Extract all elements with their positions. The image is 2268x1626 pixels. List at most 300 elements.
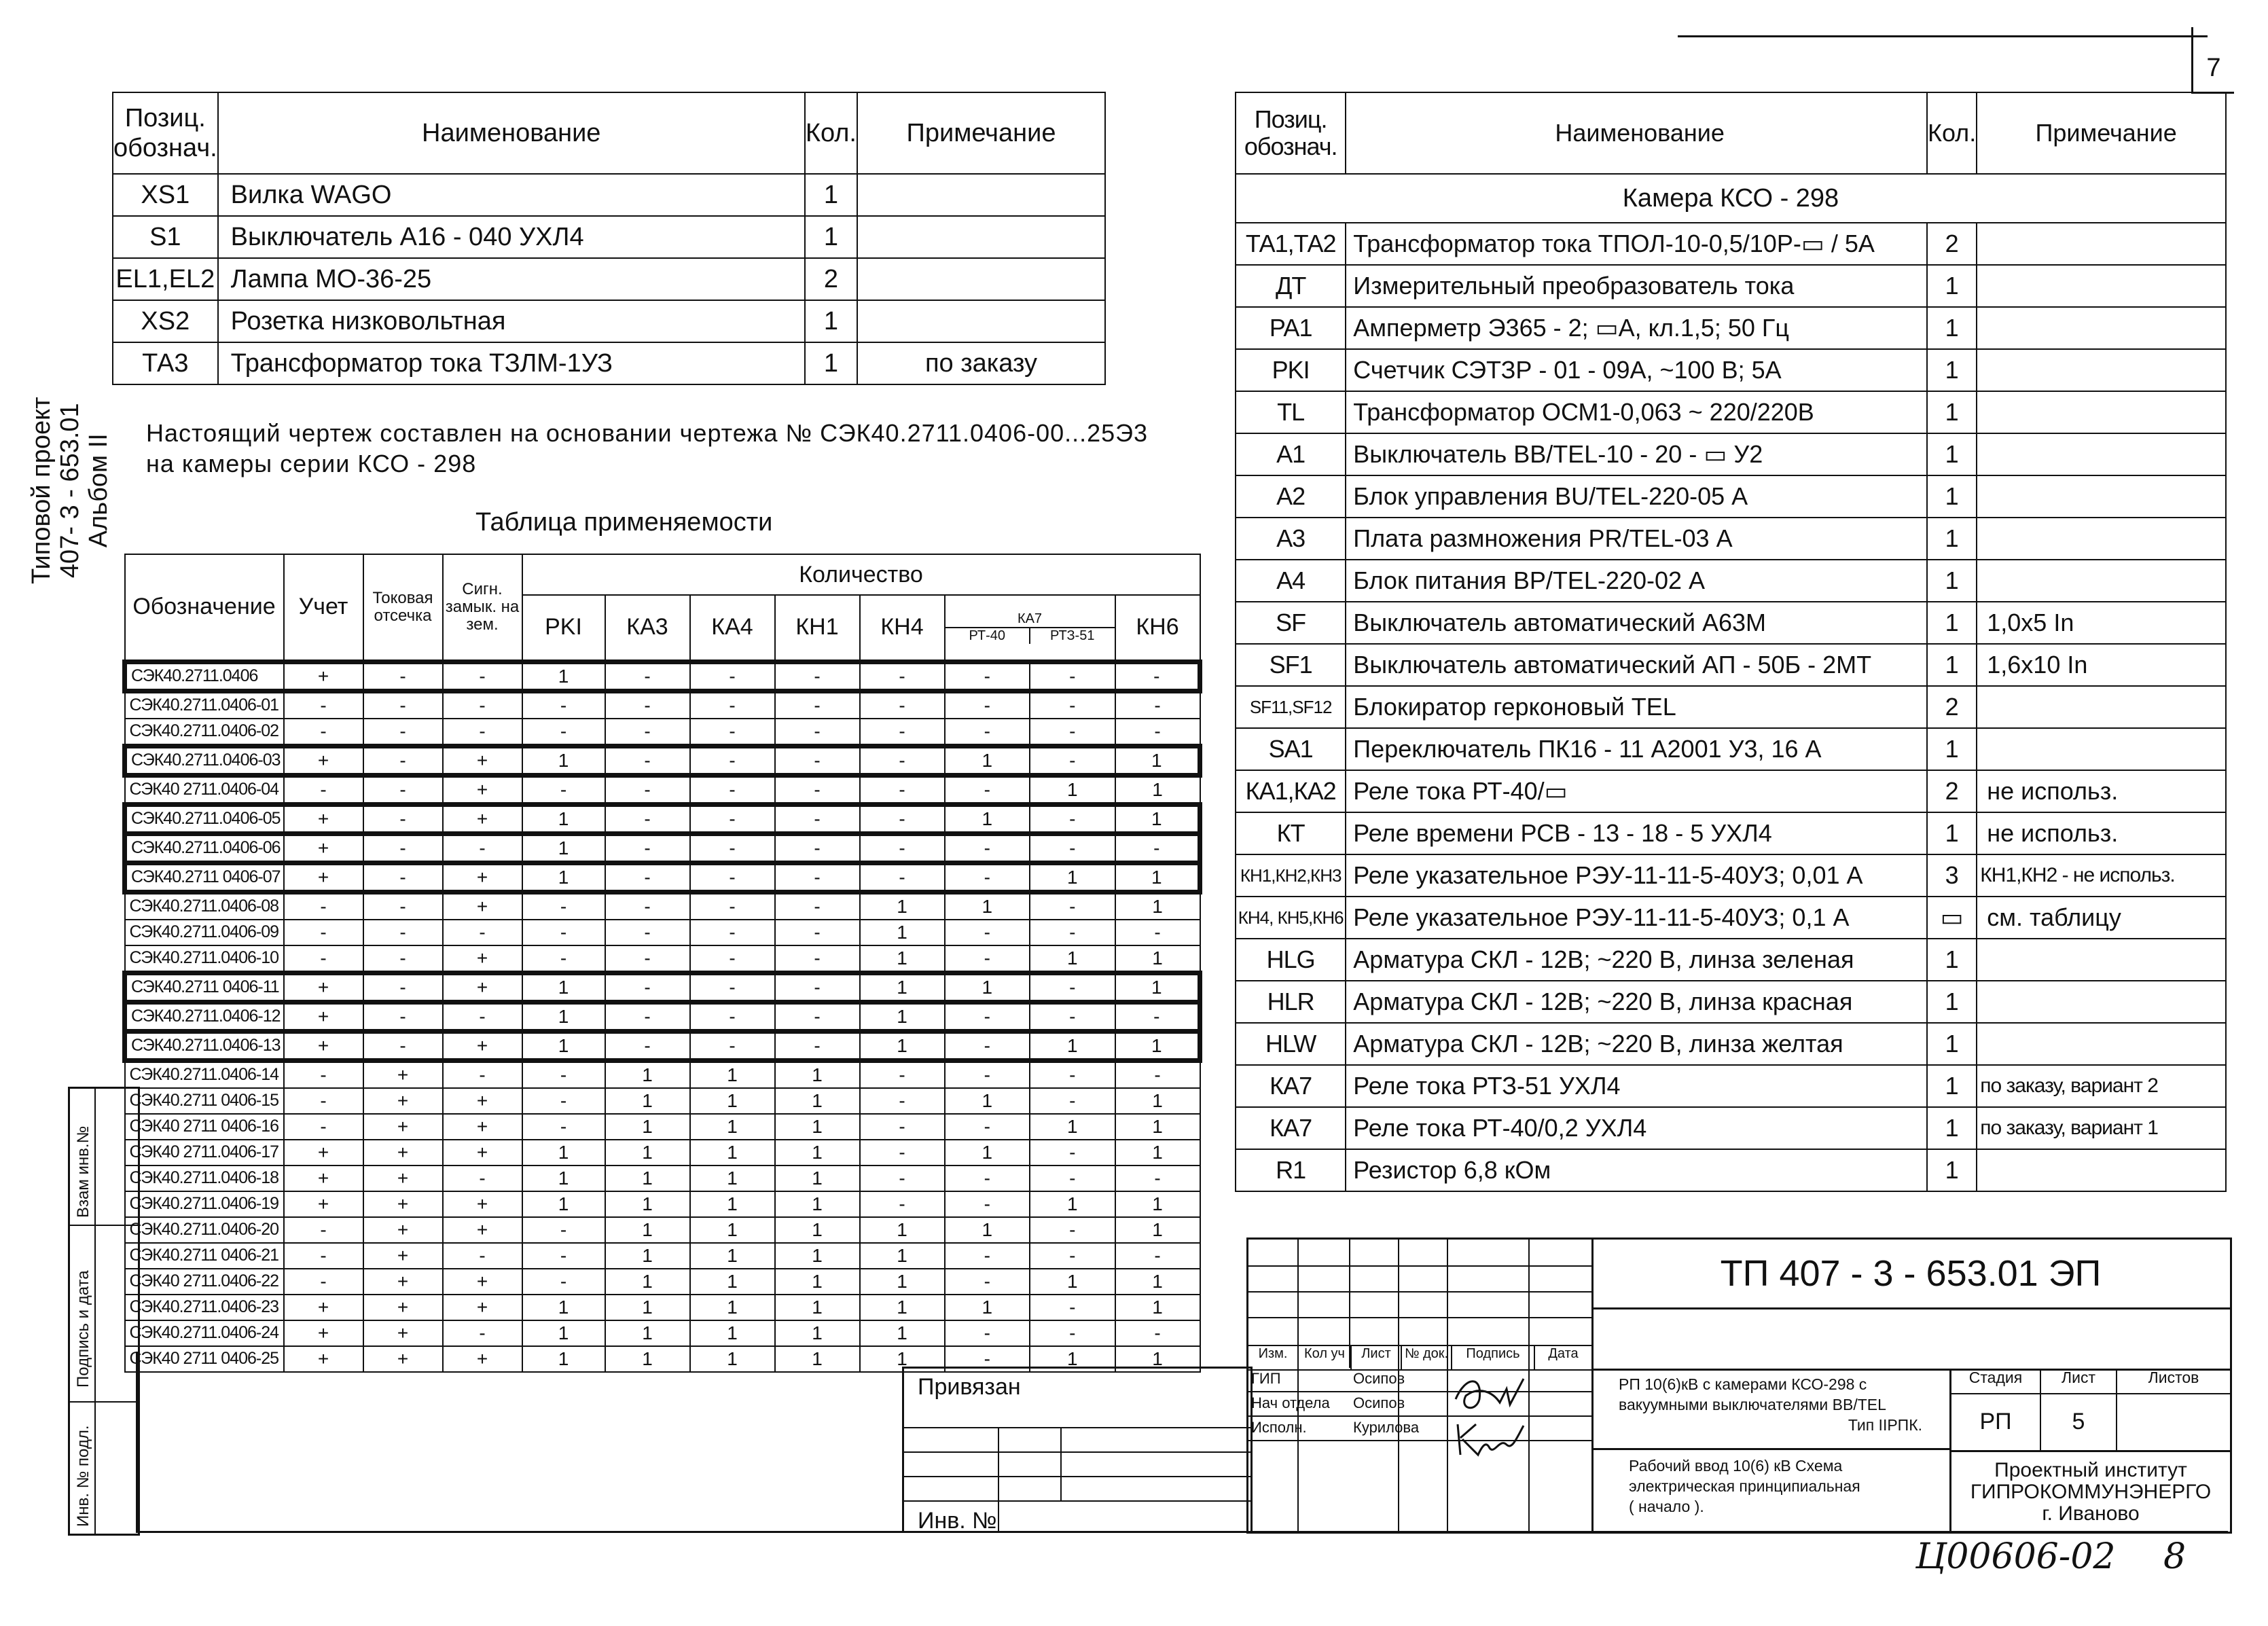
r-row-pos: А4: [1236, 560, 1346, 602]
grid-v2: [1349, 1240, 1350, 1368]
drawing-note: [146, 418, 1148, 479]
ap-cell: -: [284, 892, 363, 920]
ap-cell: -: [363, 1002, 443, 1031]
ap-cell: -: [860, 746, 945, 775]
right-spec-row: [1236, 812, 2226, 854]
ap-cell: +: [363, 1320, 443, 1346]
stamp-role: Нач отдела: [1251, 1394, 1330, 1411]
applicability-row: [125, 691, 1200, 719]
ap-cell: -: [1030, 1320, 1115, 1346]
ap-designation: СЭК40.2711.0406-23: [125, 1295, 284, 1320]
ap-cell: -: [284, 945, 363, 973]
applicability-row: [125, 1269, 1200, 1295]
ap-cell: 1: [522, 1346, 605, 1372]
ap-head-pki: PKI: [522, 595, 605, 662]
ap-designation: СЭК40.2711.0406-13: [125, 1031, 284, 1060]
ap-cell: -: [690, 719, 775, 746]
r-row-name: Арматура СКЛ - 12В; ~220 В, линза зеленая: [1346, 939, 1927, 981]
row-pos: ТА3: [113, 342, 218, 384]
ap-cell: +: [443, 973, 522, 1002]
right-spec-row: [1236, 728, 2226, 770]
handwritten-page: 8: [2163, 1536, 2186, 1577]
r-row-pos: R1: [1236, 1149, 1346, 1191]
ap-cell: -: [1030, 833, 1115, 863]
r-header-note: Примечание: [1977, 92, 2226, 174]
ap-cell: -: [1030, 691, 1115, 719]
r-row-qty: 1: [1927, 644, 1977, 686]
ap-cell: -: [522, 691, 605, 719]
r-row-name: Выключатель автоматический АП - 50Б - 2МТ: [1346, 644, 1927, 686]
stamp-role-row: [1248, 1392, 1591, 1417]
stamp-role-row: [1248, 1417, 1591, 1441]
r-row-name: Выключатель ВВ/TEL-10 - 20 - ▭ У2: [1346, 433, 1927, 475]
r-row-pos: КА1,КА2: [1236, 770, 1346, 812]
ap-head-uchet: Учет: [284, 554, 363, 662]
ap-cell: 1: [1115, 1295, 1200, 1320]
ap-cell: +: [363, 1060, 443, 1088]
ap-cell: -: [363, 719, 443, 746]
ap-designation: СЭК40.2711.0406-09: [125, 920, 284, 945]
r-row-pos: А1: [1236, 433, 1346, 475]
ap-cell: -: [775, 945, 860, 973]
inv-label: Инв. №: [918, 1508, 997, 1534]
ap-cell: -: [945, 1114, 1030, 1140]
ap-cell: -: [284, 920, 363, 945]
frame-top-line: [1678, 35, 2208, 37]
applicability-row: [125, 833, 1200, 863]
r-row-note: [1977, 391, 2226, 433]
side-title-line2: 407- 3 - 653.01: [56, 403, 84, 579]
ap-cell: -: [522, 1114, 605, 1140]
ap-cell: 1: [860, 1217, 945, 1243]
stamp-person: Осипов: [1353, 1370, 1405, 1387]
ap-designation: СЭК40.2711.0406-12: [125, 1002, 284, 1031]
side-title: [27, 397, 113, 584]
ap-cell: -: [522, 1269, 605, 1295]
ap-cell: -: [284, 691, 363, 719]
stamp-col-heads: [1248, 1345, 1591, 1371]
ap-cell: -: [1030, 1243, 1115, 1269]
stage-block: [1951, 1369, 2230, 1452]
ap-cell: +: [443, 1269, 522, 1295]
ap-cell: 1: [605, 1060, 690, 1088]
col-sign: Подпись: [1452, 1346, 1535, 1369]
ap-cell: -: [860, 1140, 945, 1166]
applicability-table: [122, 554, 1202, 1373]
ap-cell: -: [945, 1320, 1030, 1346]
ap-cell: 1: [690, 1243, 775, 1269]
r-row-name: Трансформатор тока ТПОЛ-10-0,5/10Р-▭ / 5А: [1346, 223, 1927, 265]
ap-cell: 1: [690, 1191, 775, 1217]
row-qty: 1: [805, 216, 857, 258]
applicability-row: [125, 1217, 1200, 1243]
r-row-pos: КА7: [1236, 1107, 1346, 1149]
ap-cell: 1: [605, 1114, 690, 1140]
org-line1: Проектный институт: [1994, 1459, 2187, 1481]
ap-cell: -: [945, 945, 1030, 973]
ap-cell: -: [1115, 833, 1200, 863]
ap-cell: -: [860, 1114, 945, 1140]
ap-cell: -: [775, 973, 860, 1002]
ap-cell: +: [443, 863, 522, 892]
ap-cell: -: [945, 775, 1030, 804]
ap-cell: 1: [522, 1031, 605, 1060]
ap-cell: 1: [605, 1346, 690, 1372]
ap-cell: -: [605, 719, 690, 746]
sheet-desc-3: ( начало ).: [1629, 1498, 1704, 1515]
ap-cell: -: [363, 804, 443, 833]
ap-head-kn4: КН4: [860, 595, 945, 662]
r-row-name: Блок питания BP/TEL-220-02 А: [1346, 560, 1927, 602]
ap-cell: -: [522, 775, 605, 804]
applicability-row: [125, 804, 1200, 833]
privyazan-line1: [904, 1427, 1250, 1428]
r-row-note: по заказу, вариант 1: [1977, 1107, 2226, 1149]
ap-cell: 1: [1030, 863, 1115, 892]
ap-cell: +: [284, 1346, 363, 1372]
r-row-name: Плата размножения PR/TEL-03 А: [1346, 518, 1927, 560]
ap-cell: -: [605, 804, 690, 833]
ap-cell: -: [1115, 1060, 1200, 1088]
ap-head-kn1: КН1: [775, 595, 860, 662]
ap-cell: +: [363, 1114, 443, 1140]
ap-cell: +: [284, 973, 363, 1002]
ap-cell: 1: [945, 1088, 1030, 1114]
r-row-name: Арматура СКЛ - 12В; ~220 В, линза желтая: [1346, 1023, 1927, 1065]
ap-cell: 1: [605, 1140, 690, 1166]
ap-cell: 1: [1115, 746, 1200, 775]
ap-cell: 1: [860, 1346, 945, 1372]
org-line3: г. Иваново: [2042, 1502, 2140, 1525]
applicability-row: [125, 746, 1200, 775]
ap-cell: 1: [1115, 1217, 1200, 1243]
ap-cell: -: [1030, 1140, 1115, 1166]
applicability-row: [125, 1114, 1200, 1140]
left-spec-table: [112, 92, 1106, 385]
ap-cell: -: [1030, 1166, 1115, 1191]
stamp-roles: [1248, 1368, 1591, 1441]
ap-cell: -: [860, 804, 945, 833]
r-row-qty: 1: [1927, 475, 1977, 518]
ap-cell: -: [775, 892, 860, 920]
ap-cell: -: [605, 920, 690, 945]
left-spec-header: [113, 92, 1105, 174]
r-row-name: Переключатель ПК16 - 11 А2001 У3, 16 А: [1346, 728, 1927, 770]
ap-cell: 1: [945, 1217, 1030, 1243]
ap-cell: 1: [690, 1088, 775, 1114]
right-spec-row: [1236, 1023, 2226, 1065]
ap-cell: -: [860, 775, 945, 804]
r-row-note: 1,6х10 In: [1977, 644, 2226, 686]
applicability-row: [125, 1140, 1200, 1166]
stamp-role-row: [1248, 1368, 1591, 1392]
ap-cell: -: [1115, 1243, 1200, 1269]
sheet-desc-2: электрическая принципиальная: [1629, 1477, 1860, 1495]
ap-cell: 1: [522, 833, 605, 863]
r-row-pos: SF1: [1236, 644, 1346, 686]
right-spec-row: [1236, 602, 2226, 644]
r-row-pos: ТА1,ТА2: [1236, 223, 1346, 265]
ap-cell: -: [605, 892, 690, 920]
r-header-pos: Позиц. обознач.: [1236, 92, 1346, 174]
ap-cell: -: [775, 719, 860, 746]
r-row-pos: КН4, КН5,КН6: [1236, 897, 1346, 939]
sheets-value: [2117, 1393, 2230, 1450]
ap-cell: -: [1030, 892, 1115, 920]
org-block: [1951, 1450, 2230, 1532]
frame-right-tick: [2191, 27, 2193, 48]
code-empty-row: [1591, 1307, 2230, 1371]
r-row-qty: 1: [1927, 433, 1977, 475]
row-name: Лампа МО-36-25: [218, 258, 805, 300]
ap-designation: СЭК40 2711.0406-04: [125, 775, 284, 804]
r-row-qty: 2: [1927, 686, 1977, 728]
ap-cell: -: [284, 1243, 363, 1269]
ap-designation: СЭК40.2711.0406-20: [125, 1217, 284, 1243]
ap-cell: 1: [522, 746, 605, 775]
ap-cell: 1: [1115, 804, 1200, 833]
ap-cell: 1: [775, 1217, 860, 1243]
ap-head-signal: Сигн. замык. на зем.: [443, 554, 522, 662]
applicability-row: [125, 973, 1200, 1002]
ap-cell: -: [775, 691, 860, 719]
right-spec-row: [1236, 854, 2226, 897]
ap-cell: 1: [605, 1320, 690, 1346]
r-row-pos: РА1: [1236, 307, 1346, 349]
privyazan-label: Привязан: [918, 1374, 1021, 1400]
ap-cell: -: [1030, 804, 1115, 833]
row-name: Вилка WAGO: [218, 174, 805, 216]
ap-cell: -: [860, 1060, 945, 1088]
right-spec-row: [1236, 981, 2226, 1023]
ap-cell: -: [443, 691, 522, 719]
row-note: по заказу: [857, 342, 1105, 384]
ap-cell: 1: [1115, 892, 1200, 920]
ap-cell: -: [945, 833, 1030, 863]
ap-cell: -: [284, 1217, 363, 1243]
ap-cell: 1: [860, 1269, 945, 1295]
ap-cell: 1: [775, 1320, 860, 1346]
ap-cell: -: [1115, 1166, 1200, 1191]
ap-cell: +: [363, 1295, 443, 1320]
ap-cell: 1: [690, 1166, 775, 1191]
ap-cell: -: [775, 863, 860, 892]
r-row-pos: КТ: [1236, 812, 1346, 854]
ap-cell: -: [775, 746, 860, 775]
ap-cell: -: [945, 920, 1030, 945]
rev-line2: [1248, 1291, 1591, 1293]
r-row-name: Реле указательное РЭУ-11-11-5-40УЗ; 0,01 А: [1346, 854, 1927, 897]
applicability-row: [125, 1031, 1200, 1060]
row-qty: 1: [805, 342, 857, 384]
r-section-title: Камера КСО - 298: [1236, 174, 2226, 223]
privyazan-vline2: [1060, 1427, 1062, 1500]
r-row-name: Блок управления BU/TEL-220-05 А: [1346, 475, 1927, 518]
ap-cell: -: [775, 804, 860, 833]
ap-cell: -: [363, 863, 443, 892]
ap-cell: 1: [1030, 1269, 1115, 1295]
applicability-row: [125, 1002, 1200, 1031]
r-row-note: [1977, 560, 2226, 602]
right-spec-row: [1236, 686, 2226, 728]
ap-cell: -: [945, 1166, 1030, 1191]
ap-cell: 1: [522, 1140, 605, 1166]
ap-cell: +: [363, 1217, 443, 1243]
ap-designation: СЭК40.2711 0406-07: [125, 863, 284, 892]
ap-cell: 1: [860, 973, 945, 1002]
right-spec-row: [1236, 307, 2226, 349]
ap-cell: 1: [1030, 1031, 1115, 1060]
note-line2: на камеры серии КСО - 298: [146, 450, 477, 477]
ap-cell: -: [522, 892, 605, 920]
ap-cell: +: [363, 1088, 443, 1114]
applicability-row: [125, 662, 1200, 691]
ap-cell: -: [284, 1114, 363, 1140]
row-note: [857, 174, 1105, 216]
ap-cell: 1: [690, 1114, 775, 1140]
ap-designation: СЭК40.2711 0406-15: [125, 1088, 284, 1114]
ap-cell: 1: [690, 1060, 775, 1088]
ap-designation: СЭК40.2711.0406-08: [125, 892, 284, 920]
ap-cell: -: [605, 863, 690, 892]
ap-cell: 1: [775, 1295, 860, 1320]
row-name: Розетка низковольтная: [218, 300, 805, 342]
privyazan-block: [902, 1367, 1253, 1533]
r-row-pos: HLW: [1236, 1023, 1346, 1065]
ap-cell: -: [605, 662, 690, 691]
applicability-row: [125, 1060, 1200, 1088]
ap-cell: 1: [1030, 775, 1115, 804]
ap-cell: -: [945, 1060, 1030, 1088]
col-doc: № док.: [1402, 1346, 1452, 1369]
ap-designation: СЭК40 2711.0406-17: [125, 1140, 284, 1166]
ap-cell: -: [945, 1031, 1030, 1060]
ap-cell: -: [605, 775, 690, 804]
ap-cell: 1: [522, 804, 605, 833]
left-spec-row: [113, 258, 1105, 300]
r-header-name: Наименование: [1346, 92, 1927, 174]
r-row-pos: SF: [1236, 602, 1346, 644]
ap-head-kn6: КН6: [1115, 595, 1200, 662]
applicability-row: [125, 892, 1200, 920]
r-row-name: Реле времени РСВ - 13 - 18 - 5 УХЛ4: [1346, 812, 1927, 854]
r-row-pos: HLR: [1236, 981, 1346, 1023]
ap-cell: -: [945, 1002, 1030, 1031]
r-row-qty: 3: [1927, 854, 1977, 897]
right-spec-row: [1236, 223, 2226, 265]
ap-cell: 1: [945, 1140, 1030, 1166]
ap-cell: -: [945, 1191, 1030, 1217]
ap-cell: -: [605, 746, 690, 775]
header-pos: Позиц. обознач.: [113, 92, 218, 174]
ap-cell: -: [522, 1217, 605, 1243]
ap-cell: 1: [775, 1088, 860, 1114]
ap-designation: СЭК40.2711 0406-21: [125, 1243, 284, 1269]
ap-cell: -: [605, 1031, 690, 1060]
stamp-role: Исполн.: [1251, 1419, 1307, 1436]
ap-cell: 1: [775, 1166, 860, 1191]
ap-cell: -: [945, 691, 1030, 719]
ap-cell: -: [363, 691, 443, 719]
ap-cell: 1: [860, 1031, 945, 1060]
right-spec-row: [1236, 1065, 2226, 1107]
right-spec-row: [1236, 1149, 2226, 1191]
ap-cell: -: [605, 1002, 690, 1031]
right-spec-row: [1236, 518, 2226, 560]
r-row-name: Реле тока РТЗ-51 УХЛ4: [1346, 1065, 1927, 1107]
margin-label-sign: Подпись и дата: [74, 1270, 92, 1388]
r-row-pos: TL: [1236, 391, 1346, 433]
ap-cell: 1: [690, 1217, 775, 1243]
ap-cell: -: [1030, 662, 1115, 691]
ap-cell: -: [775, 662, 860, 691]
ap-cell: +: [284, 863, 363, 892]
ap-cell: +: [443, 1191, 522, 1217]
r-row-note: [1977, 265, 2226, 307]
ap-cell: -: [443, 833, 522, 863]
r-row-qty: 1: [1927, 391, 1977, 433]
ap-cell: -: [522, 1088, 605, 1114]
ap-cell: -: [443, 920, 522, 945]
ap-cell: -: [1030, 920, 1115, 945]
ap-cell: 1: [605, 1295, 690, 1320]
ap-cell: -: [443, 719, 522, 746]
ap-cell: +: [284, 1191, 363, 1217]
ap-cell: -: [775, 833, 860, 863]
ap-cell: 1: [1115, 863, 1200, 892]
ap-cell: -: [284, 775, 363, 804]
ap-cell: -: [443, 662, 522, 691]
row-qty: 1: [805, 300, 857, 342]
r-row-pos: ДТ: [1236, 265, 1346, 307]
ap-cell: +: [363, 1269, 443, 1295]
ap-cell: 1: [690, 1140, 775, 1166]
ap-designation: СЭК40.2711.0406-03: [125, 746, 284, 775]
ap-cell: -: [945, 863, 1030, 892]
applicability-row: [125, 945, 1200, 973]
ap-designation: СЭК40 2711 0406-25: [125, 1346, 284, 1372]
col-kol: Кол уч: [1299, 1346, 1352, 1369]
ap-cell: -: [1115, 1320, 1200, 1346]
col-list: Лист: [1352, 1346, 1402, 1369]
r-row-note: [1977, 728, 2226, 770]
ap-cell: -: [690, 973, 775, 1002]
ap-cell: 1: [1115, 1269, 1200, 1295]
sheet-desc: [1591, 1450, 1951, 1532]
applicability-row: [125, 1191, 1200, 1217]
ap-cell: -: [522, 920, 605, 945]
sheet-value: 5: [2041, 1393, 2117, 1450]
ap-cell: -: [363, 892, 443, 920]
ap-cell: +: [443, 1140, 522, 1166]
r-row-qty: 1: [1927, 518, 1977, 560]
ap-cell: -: [860, 833, 945, 863]
margin-divider: [94, 1089, 96, 1534]
r-row-pos: HLG: [1236, 939, 1346, 981]
ap-cell: 1: [522, 662, 605, 691]
row-pos: XS1: [113, 174, 218, 216]
ap-cell: -: [945, 1243, 1030, 1269]
r-header-qty: Кол.: [1927, 92, 1977, 174]
frame-left-line: [136, 1352, 138, 1531]
grid-v4: [1447, 1240, 1448, 1532]
ap-cell: 1: [1115, 973, 1200, 1002]
signature-kurilova: [1452, 1417, 1527, 1468]
left-spec-row: [113, 342, 1105, 384]
ap-cell: +: [443, 1346, 522, 1372]
ap-cell: -: [363, 920, 443, 945]
right-spec-row: [1236, 770, 2226, 812]
